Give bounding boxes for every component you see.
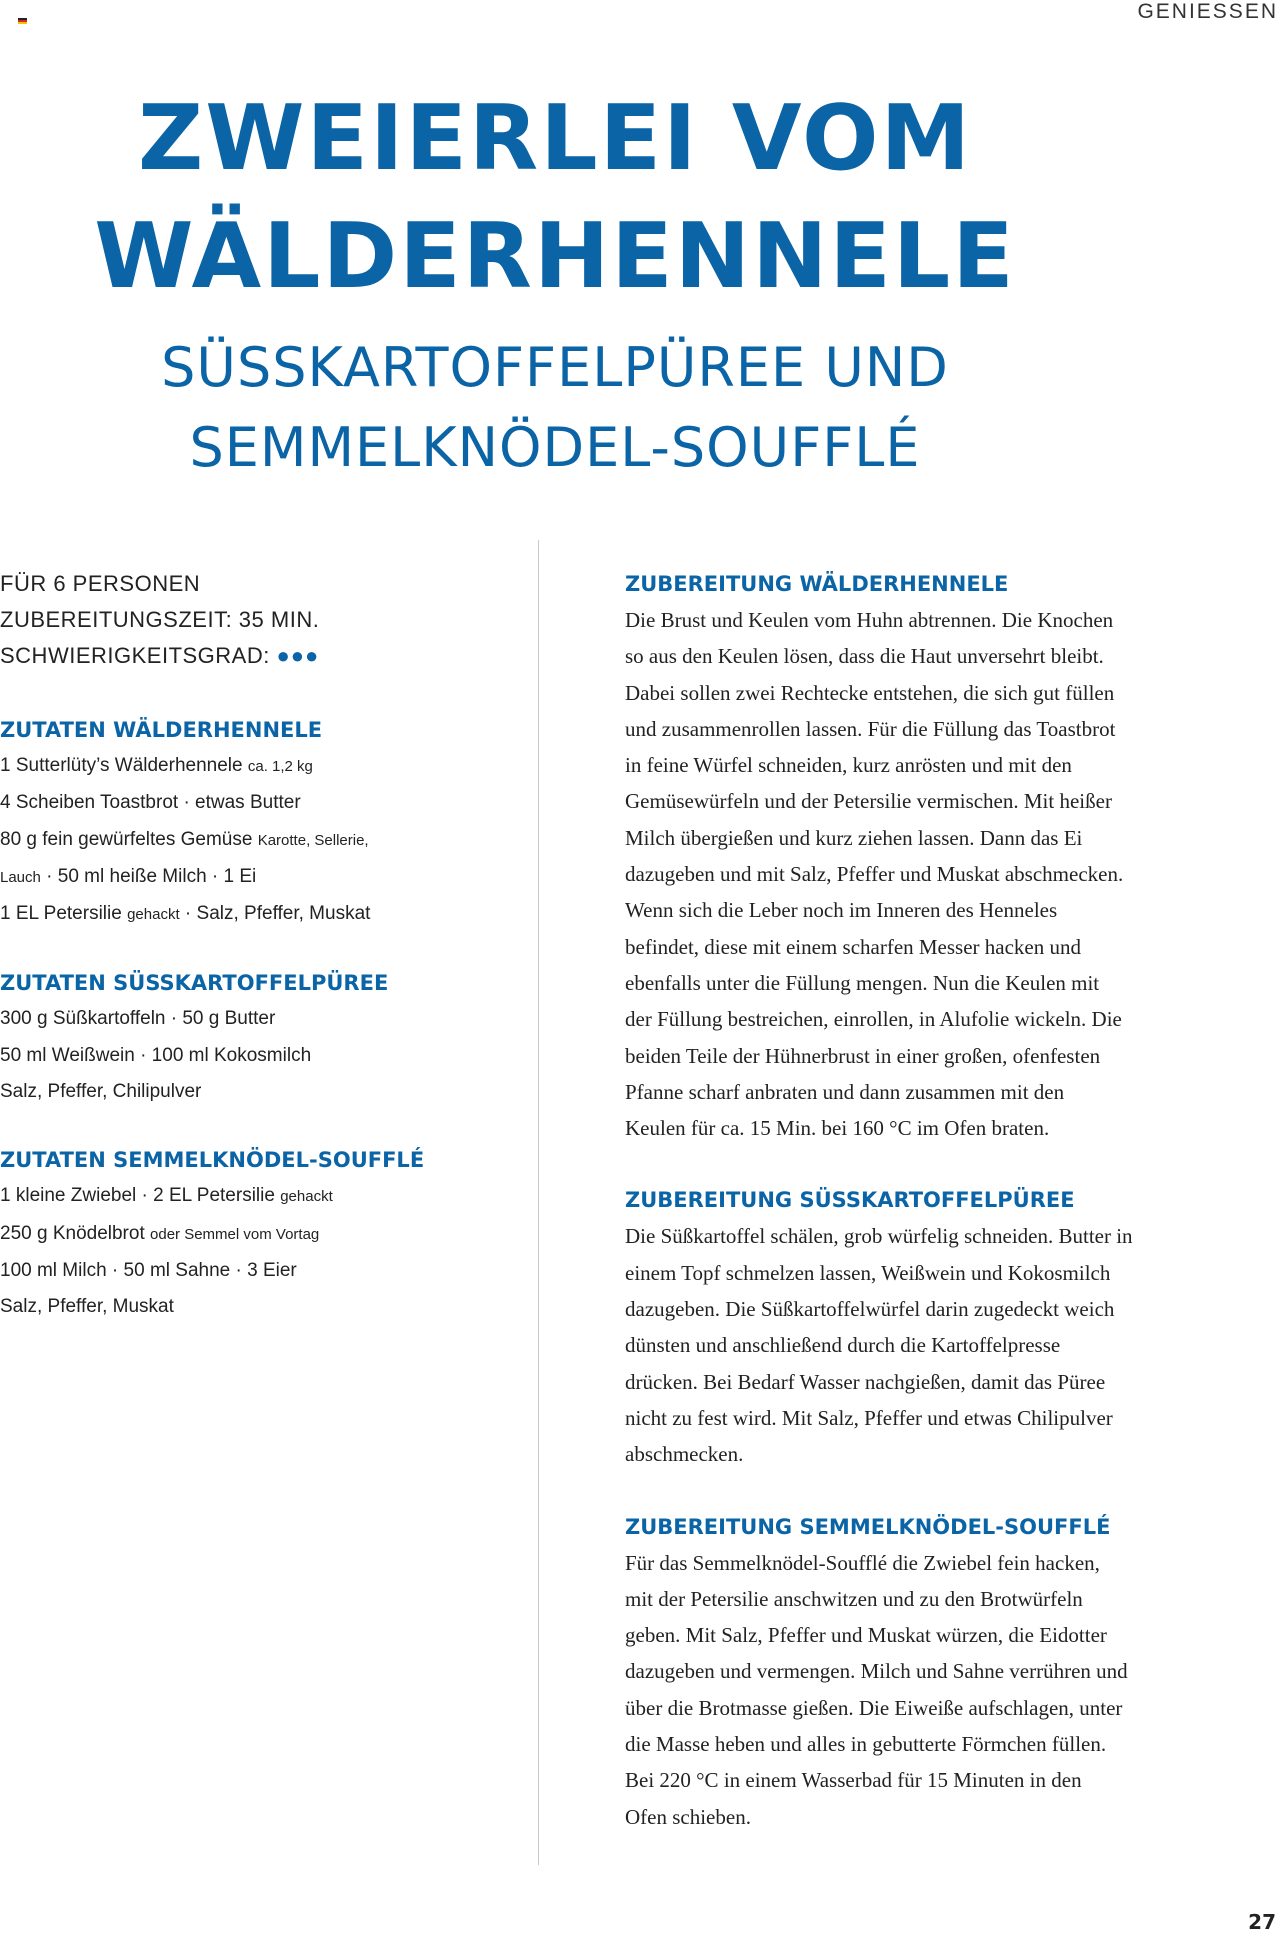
ingredient-line [0,1253,520,1289]
ingredient-line [0,1216,520,1253]
preparation-text [625,602,1225,1146]
preparation-line: beiden Teile der Hühnerbrust in einer großen, ofenfesten [625,1043,1101,1068]
preparation-line: Die Brust und Keulen vom Huhn abtrennen. Die Knochen [625,608,1114,632]
ingredients-heading: ZUTATEN SEMMELKNÖDEL-SOUFFLÉ [0,1148,425,1173]
servings: FÜR 6 PERSONEN [0,571,201,596]
ingredient-line [0,896,520,933]
ingredient-text: Salz, Pfeffer, Muskat [0,1296,174,1318]
preparation-line: dazugeben und mit Salz, Pfeffer und Muskat abschmecken. [625,862,1124,887]
ingredient-text: 1 Sutterlüty’s Wälderhennele [0,755,248,776]
ingredient-text: 250 g Knödelbrot [0,1222,151,1244]
preparation-line: die Masse heben und alles in gebutterte Förmchen füllen. [625,1732,1107,1757]
preparation-line: Keulen für ca. 15 Min. bei 160 °C im Ofen braten. [625,1116,1050,1141]
ingredient-text: 4 Scheiben Toastbrot · etwas Butter [0,792,301,814]
preparation-line: Gemüsewürfeln und der Petersilie vermischen. Mit heißer [625,789,1112,814]
ingredients-heading: ZUTATEN SÜSSKARTOFFELPÜREE [0,971,389,996]
ingredient-text: 1 EL Petersilie [0,903,128,925]
difficulty [0,638,520,674]
preparation-line: drücken. Bei Bedarf Wasser nachgießen, damit das Püree [625,1369,1106,1394]
ingredient-line [0,748,520,785]
ingredient-text: Salz, Pfeffer, Chilipulver [0,1081,202,1103]
preparation-line: abschmecken. [625,1442,744,1467]
ingredient-line [0,785,520,821]
section-label: GENIESSEN [1137,0,1278,23]
preparation-line: dazugeben. Die Süßkartoffelwürfel darin zugedeckt weich [625,1297,1115,1322]
preparation-heading: ZUBEREITUNG WÄLDERHENNELE [625,572,1009,596]
ingredient-line [0,1074,520,1110]
ingredient-text: 1 kleine Zwiebel · 2 EL Petersilie [0,1185,281,1207]
ingredient-note: Karotte, Sellerie, [257,831,369,849]
recipe-subtitle-line: SEMMELKNÖDEL-SOUFFLÉ [189,416,921,479]
preparation-line: ebenfalls unter die Füllung mengen. Nun die Keulen mit [625,970,1100,995]
ingredients-column [0,566,520,1326]
ingredients-list [0,712,520,1326]
column-divider [538,540,539,1865]
preparation-line: Dabei sollen zwei Rechtecke entstehen, die sich gut füllen [625,680,1115,705]
preparation-line: dazugeben und vermengen. Milch und Sahne verrühren und [625,1659,1128,1684]
preparation-line: und zusammenrollen lassen. Für die Füllung das Toastbrot [625,716,1116,741]
ingredient-line [0,1178,520,1215]
ingredient-line [0,1038,520,1074]
title-block [0,80,1110,488]
preparation-heading: ZUBEREITUNG SEMMELKNÖDEL-SOUFFLÉ [625,1514,1111,1539]
ingredient-text: 300 g Süßkartoffeln · 50 g Butter [0,1008,276,1030]
ingredient-text: 100 ml Milch · 50 ml Sahne · 3 Eier [0,1259,297,1281]
preparation-line: der Füllung bestreichen, einrollen, in Alufolie wickeln. Die [625,1007,1122,1032]
ingredient-text: 50 ml Weißwein · 100 ml Kokosmilch [0,1044,312,1066]
recipe-title [0,80,1110,316]
preparation-line: geben. Mit Salz, Pfeffer und Muskat würzen, die Eidotter [625,1623,1107,1648]
preparation-line: Wenn sich die Leber noch im Inneren des Henneles [625,898,1058,923]
preparation-line: Die Süßkartoffel schälen, grob würfelig schneiden. Butter in [625,1224,1133,1249]
recipe-title-line: ZWEIERLEI VOM [137,86,973,191]
preparation-line: Für das Semmelknödel-Soufflé die Zwiebel fein hacken, [625,1550,1100,1575]
ingredient-line [0,1289,520,1325]
preparation-text [625,1218,1225,1472]
ingredient-text: · 50 ml heiße Milch · 1 Ei [40,865,257,887]
preparation-line: Pfanne scharf anbraten und dann zusammen mit den [625,1079,1065,1104]
difficulty-label: SCHWIERIGKEITSGRAD: [0,643,270,668]
recipe-subtitle [0,328,1110,488]
ingredients-heading: ZUTATEN WÄLDERHENNELE [0,718,323,742]
difficulty-dots: ●●● [276,643,320,668]
prep-time: ZUBEREITUNGSZEIT: 35 MIN. [0,607,320,632]
ingredient-note: oder Semmel vom Vortag [150,1225,320,1243]
preparation-column [625,566,1225,1871]
preparation-text [625,1545,1225,1835]
ingredient-line [0,822,520,859]
preparation-line: befindet, diese mit einem scharfen Messer hacken und [625,934,1082,959]
ingredient-note: Lauch [0,868,41,886]
flag-stripe-gold [18,22,27,24]
preparation-line: einem Topf schmelzen lassen, Weißwein und Kokosmilch [625,1260,1111,1285]
recipe-title-line: WÄLDERHENNELE [94,204,1016,309]
preparation-line: in feine Würfel schneiden, kurz anrösten und mit den [625,753,1072,778]
preparation-line: mit der Petersilie anschwitzen und zu den Brotwürfeln [625,1586,1083,1611]
preparation-line: Ofen schieben. [625,1804,751,1829]
ingredient-text: · Salz, Pfeffer, Muskat [179,903,371,925]
flag-icon [18,18,27,24]
preparation-line: Milch übergießen und kurz ziehen lassen. Dann das Ei [625,825,1083,850]
preparation-line: über die Brotmasse gießen. Die Eiweiße aufschlagen, unter [625,1695,1123,1720]
preparation-line: so aus den Keulen lösen, dass die Haut unversehrt bleibt. [625,644,1104,669]
ingredient-line [0,859,520,896]
page-number: 27 [1248,1910,1276,1934]
preparation-line: dünsten und anschließend durch die Kartoffelpresse [625,1333,1061,1358]
recipe-subtitle-line: SÜSSKARTOFFELPÜREE UND [161,336,949,399]
ingredient-note: gehackt [127,906,180,924]
ingredient-line [0,1001,520,1037]
ingredient-note: gehackt [280,1188,333,1206]
preparation-line: nicht zu fest wird. Mit Salz, Pfeffer und etwas Chilipulver [625,1405,1113,1430]
ingredient-note: ca. 1,2 kg [247,758,313,775]
preparation-heading: ZUBEREITUNG SÜSSKARTOFFELPÜREE [625,1188,1075,1213]
recipe-meta [0,566,520,674]
preparation-line: Bei 220 °C in einem Wasserbad für 15 Minuten in den [625,1768,1082,1793]
ingredient-text: 80 g fein gewürfeltes Gemüse [0,828,258,850]
